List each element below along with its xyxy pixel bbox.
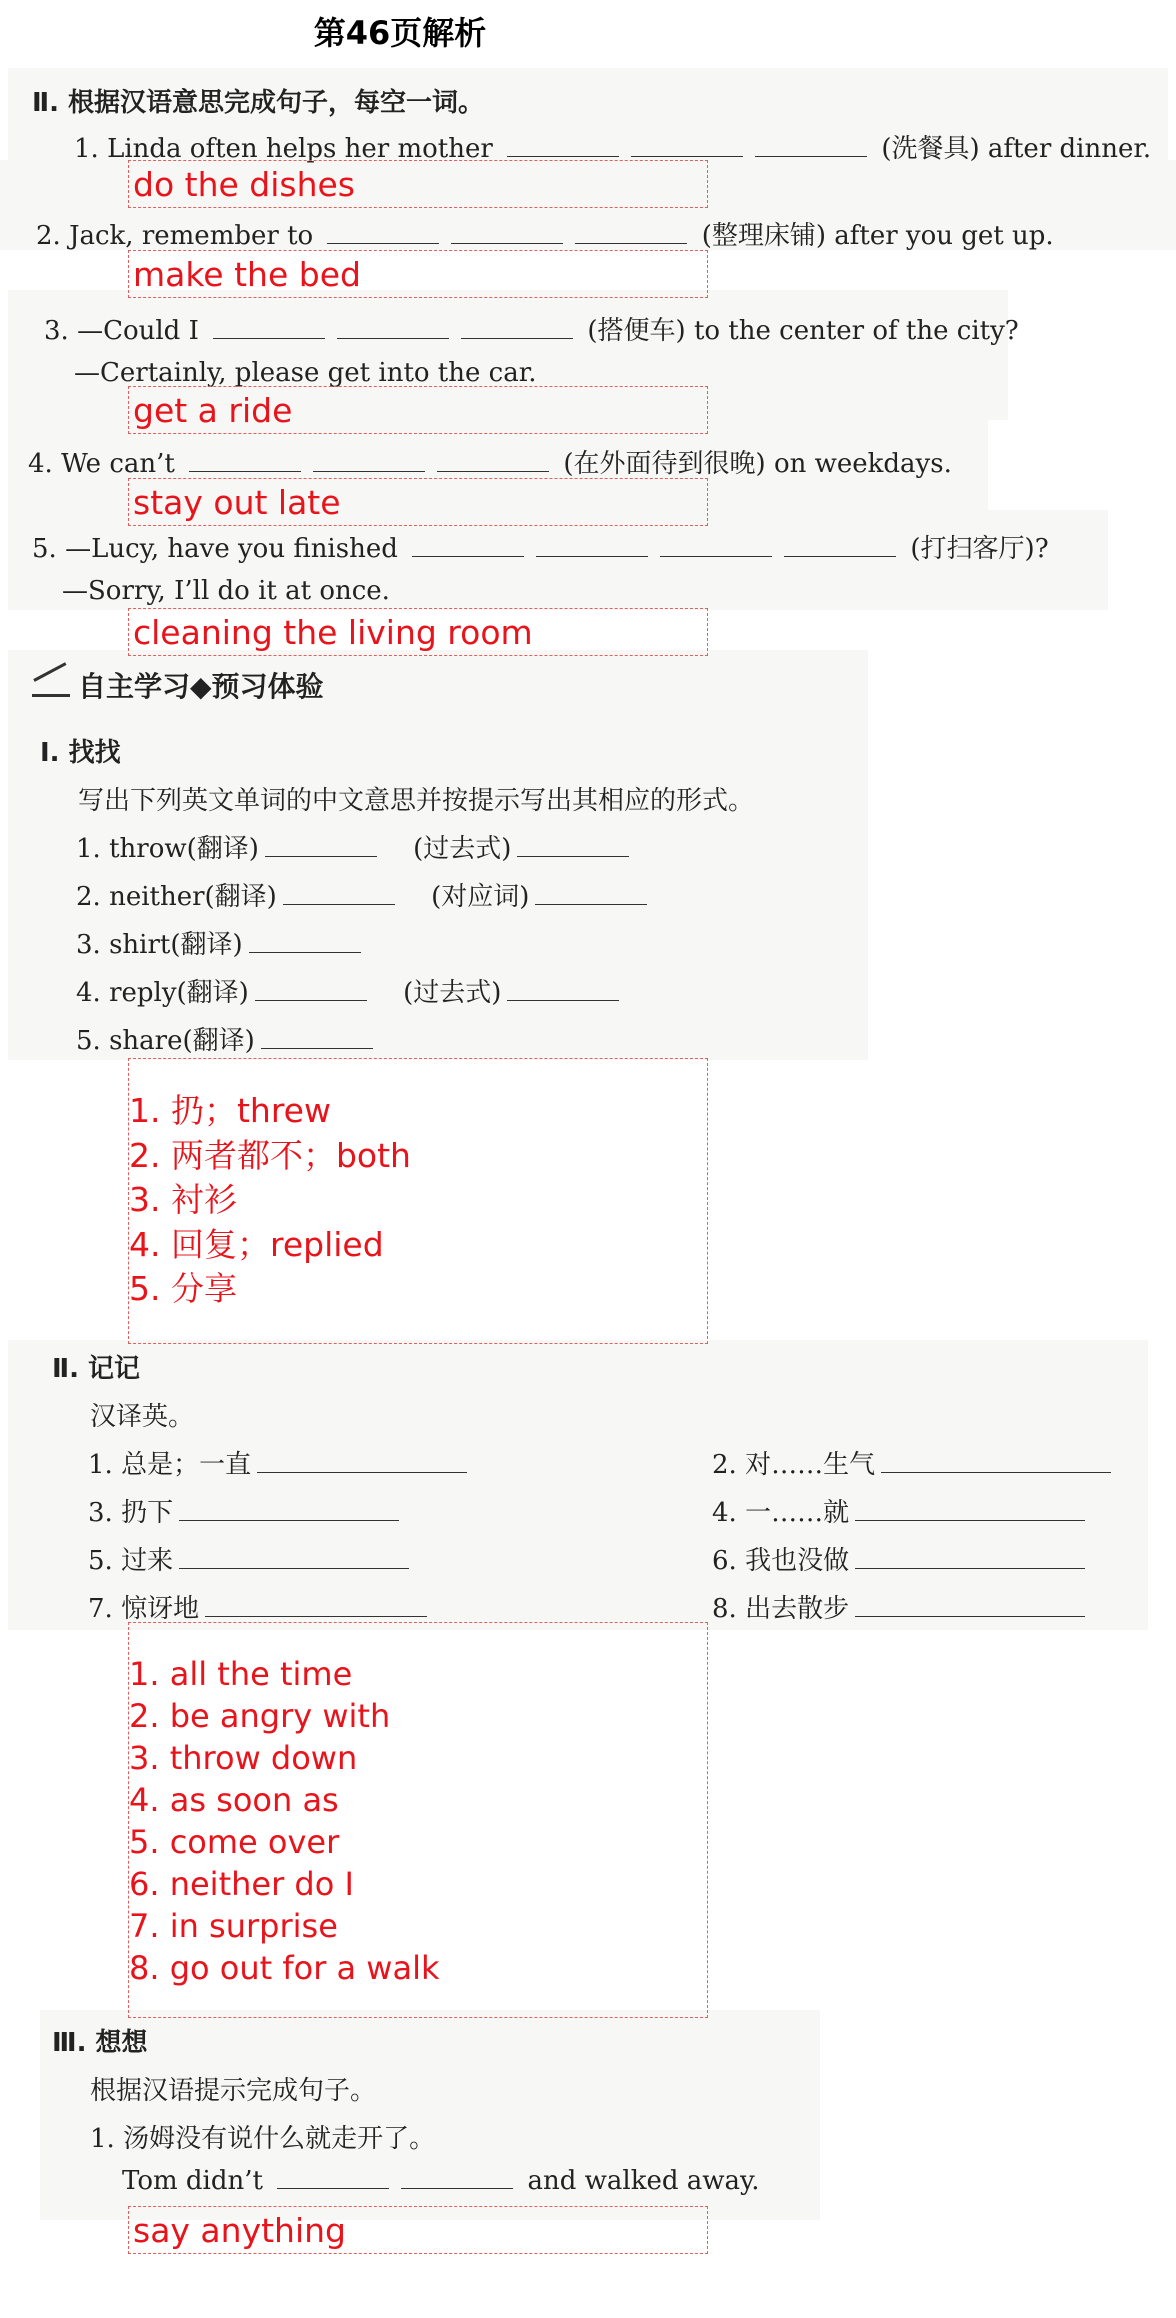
answer-text: get a ride	[133, 391, 293, 430]
question-1: 1. Linda often helps her mother (洗餐具) after dinner.	[74, 134, 1152, 164]
answer-box	[128, 250, 708, 298]
subsection-heading: Ⅰ. 找找	[40, 738, 121, 768]
vocab-item: 2. neither(翻译) (对应词)	[76, 876, 653, 913]
answer-line: 7. in surprise	[129, 1907, 338, 1945]
question-2: 2. Jack, remember to (整理床铺) after you get up.	[36, 221, 1054, 251]
phrase-item: 5. 过来	[88, 1540, 415, 1577]
answer-text: cleaning the living room	[133, 613, 533, 652]
answer-line: 3. 衬衫	[129, 1180, 237, 1219]
answer-line: 2. 两者都不；both	[129, 1135, 411, 1175]
vocab-item: 1. throw(翻译) (过去式)	[76, 828, 635, 865]
selfstudy-heading: 自主学习◆预习体验	[32, 665, 324, 705]
phrase-item: 1. 总是；一直	[88, 1444, 473, 1481]
phrase-item: 8. 出去散步	[712, 1588, 1091, 1625]
answer-box	[128, 386, 708, 434]
question-3-reply: —Certainly, please get into the car.	[74, 358, 537, 388]
instruction: 根据汉语提示完成句子。	[90, 2076, 377, 2106]
phrase-item: 6. 我也没做	[712, 1540, 1091, 1577]
answer-line: 3. throw down	[129, 1739, 358, 1777]
answer-line: 4. 回复；replied	[129, 1224, 384, 1264]
answer-line: 2. be angry with	[129, 1697, 391, 1735]
question-5: 5. —Lucy, have you finished (打扫客厅)?	[32, 534, 1049, 564]
question-3: 3. —Could I (搭便车) to the center of the city?	[44, 316, 1019, 346]
question-1-english: Tom didn’t and walked away.	[122, 2166, 760, 2196]
answer-text: make the bed	[133, 255, 361, 294]
question-4: 4. We can’t (在外面待到很晚) on weekdays.	[28, 449, 952, 479]
phrase-item: 2. 对……生气	[712, 1444, 1117, 1481]
section-heading: Ⅱ. 根据汉语意思完成句子，每空一词。	[32, 88, 485, 118]
vocab-item: 3. shirt(翻译)	[76, 924, 367, 961]
instruction: 写出下列英文单词的中文意思并按提示写出其相应的形式。	[78, 786, 755, 816]
answer-box	[128, 160, 708, 208]
instruction: 汉译英。	[90, 1402, 195, 1432]
vocab-item: 4. reply(翻译) (过去式)	[76, 972, 625, 1009]
answer-box	[128, 2206, 708, 2254]
answer-text: stay out late	[133, 483, 341, 522]
page-title: 第46页解析	[313, 14, 487, 52]
answer-line: 5. 分享	[129, 1269, 237, 1308]
phrase-item: 4. 一……就	[712, 1492, 1091, 1529]
answer-box	[128, 478, 708, 526]
answer-box	[128, 1058, 708, 1344]
scan-region	[8, 1340, 1148, 1630]
question-1: 1. 汤姆没有说什么就走开了。	[90, 2124, 436, 2154]
subsection-heading: Ⅱ. 记记	[52, 1354, 141, 1384]
pen-icon	[32, 675, 72, 701]
answer-line: 5. come over	[129, 1823, 340, 1861]
answer-line: 1. 扔；threw	[129, 1091, 331, 1130]
answer-box	[128, 608, 708, 656]
vocab-item: 5. share(翻译)	[76, 1020, 379, 1057]
answer-line: 1. all the time	[129, 1655, 353, 1693]
subsection-heading: Ⅲ. 想想	[52, 2028, 148, 2058]
answer-line: 4. as soon as	[129, 1781, 339, 1819]
answer-text: say anything	[133, 2211, 346, 2250]
answer-line: 6. neither do I	[129, 1865, 354, 1903]
answer-text: do the dishes	[133, 165, 355, 204]
answer-line: 8. go out for a walk	[129, 1949, 440, 1987]
question-5-reply: —Sorry, I’ll do it at once.	[62, 576, 390, 606]
phrase-item: 7. 惊讶地	[88, 1588, 433, 1625]
phrase-item: 3. 扔下	[88, 1492, 405, 1529]
answer-box	[128, 1622, 708, 2018]
